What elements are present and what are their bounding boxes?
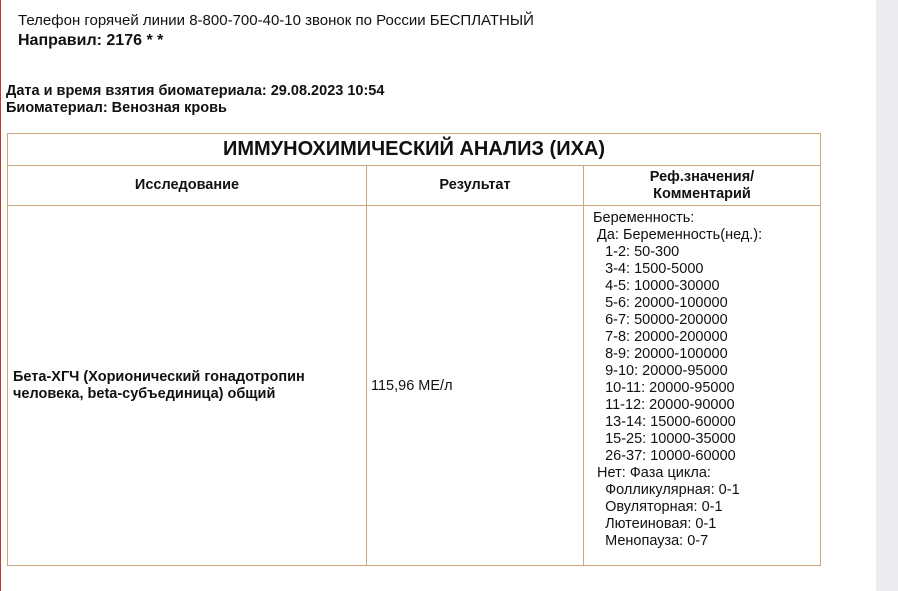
reference-line: 11-12: 20000-90000: [593, 397, 735, 413]
column-reference-line2: Комментарий: [653, 185, 751, 202]
results-table: [7, 133, 821, 566]
column-result: Результат: [367, 166, 584, 206]
test-name-line1: Бета-ХГЧ (Хорионический гонадотропин: [13, 368, 305, 385]
reference-line: 26-37: 10000-60000: [593, 448, 736, 464]
reference-values: [584, 206, 821, 566]
reference-line: Фолликулярная: 0-1: [593, 482, 740, 498]
reference-line: 4-5: 10000-30000: [593, 278, 720, 294]
test-name-line2: человека, beta-субъединица) общий: [13, 385, 276, 402]
reference-line: 6-7: 50000-200000: [593, 312, 728, 328]
reference-line: Лютеиновая: 0-1: [593, 516, 717, 532]
table-header: [8, 166, 821, 206]
test-result: 115,96 МЕ/л: [367, 206, 584, 566]
reference-line: 7-8: 20000-200000: [593, 329, 728, 345]
scrollbar-track[interactable]: [876, 0, 898, 591]
page-edge: [0, 0, 1, 591]
reference-line: Нет: Фаза цикла:: [593, 465, 711, 481]
sender-text: Направил: 2176 * *: [18, 32, 164, 49]
reference-line: 10-11: 20000-95000: [593, 380, 735, 396]
test-name: [8, 206, 367, 566]
column-reference-line1: Реф.значения/: [649, 168, 755, 185]
sample-datetime: Дата и время взятия биоматериала: 29.08.2023 10:54: [6, 83, 385, 99]
reference-line: Менопауза: 0-7: [593, 533, 709, 549]
reference-line: 3-4: 1500-5000: [593, 261, 704, 277]
reference-line: Беременность:: [593, 210, 695, 226]
reference-line: 8-9: 20000-100000: [593, 346, 728, 362]
column-reference: [584, 166, 821, 206]
reference-line: 13-14: 15000-60000: [593, 414, 736, 430]
biomaterial: Биоматериал: Венозная кровь: [6, 100, 227, 116]
reference-line: Да: Беременность(нед.):: [593, 227, 763, 243]
table-title: ИММУНОХИМИЧЕСКИЙ АНАЛИЗ (ИХА): [8, 134, 821, 166]
hotline-text: Телефон горячей линии 8-800-700-40-10 звонок по России БЕСПЛАТНЫЙ: [18, 12, 534, 29]
sample-meta: [6, 83, 384, 117]
reference-line: 15-25: 10000-35000: [593, 431, 736, 447]
table-row: [8, 206, 821, 566]
column-test: Исследование: [8, 166, 367, 206]
reference-line: 1-2: 50-300: [593, 244, 680, 260]
reference-line: Овуляторная: 0-1: [593, 499, 723, 515]
reference-line: 9-10: 20000-95000: [593, 363, 728, 379]
reference-line: 5-6: 20000-100000: [593, 295, 728, 311]
